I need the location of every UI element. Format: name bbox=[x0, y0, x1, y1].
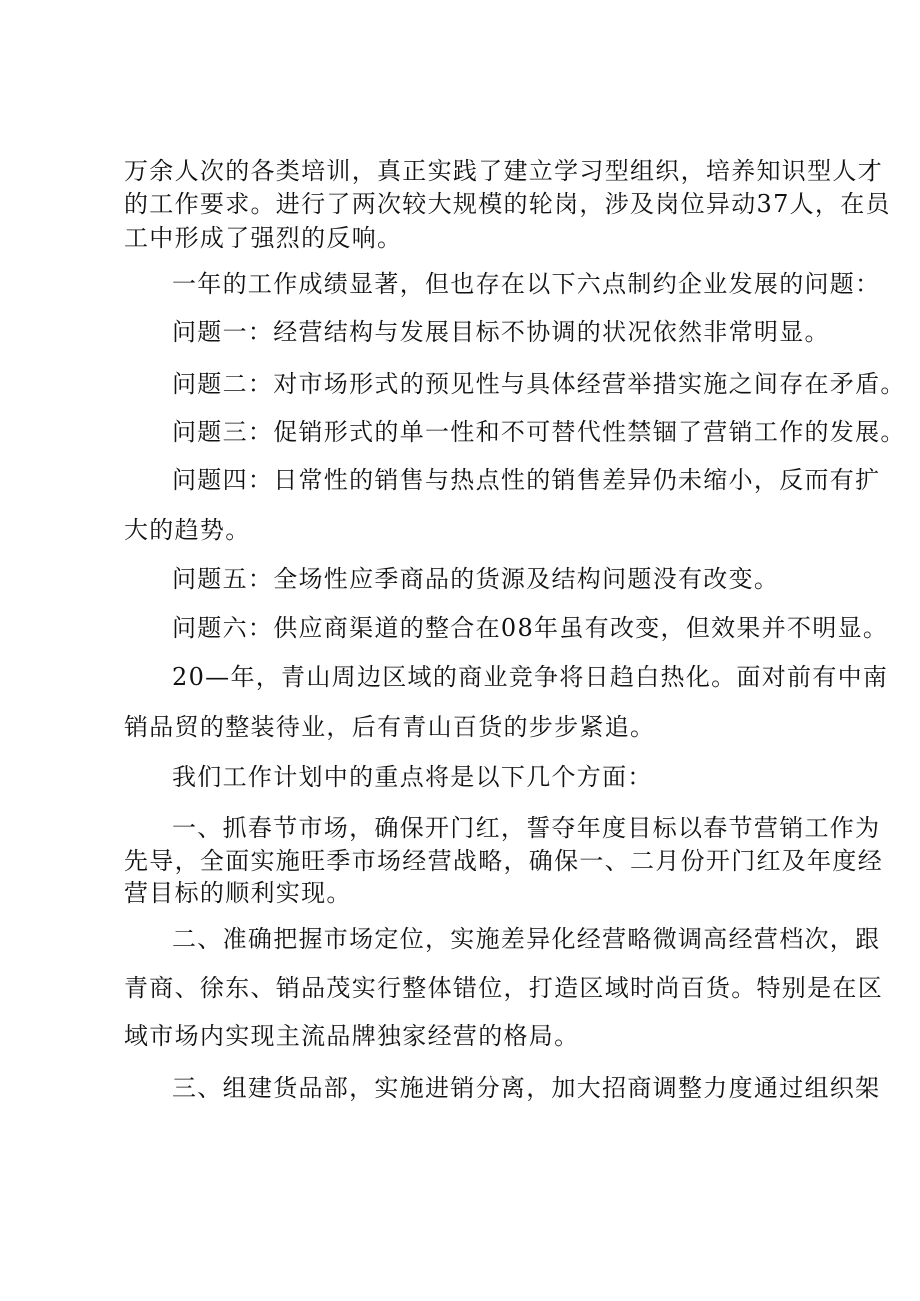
text-line: 工中形成了强烈的反响。 bbox=[124, 224, 403, 252]
text-line: 先导，全面实施旺季市场经营战略，确保一、二月份开门红及年度经 bbox=[124, 847, 883, 875]
text-line: 三、组建货品部，实施进销分离，加大招商调整力度通过组织架 bbox=[172, 1074, 881, 1102]
text-line: 问题一：经营结构与发展目标不协调的状况依然非常明显。 bbox=[172, 318, 830, 346]
text-line: 营目标的顺利实现。 bbox=[124, 879, 352, 907]
text-line: 销品贸的整装待业，后有青山百货的步步紧追。 bbox=[124, 713, 656, 741]
text-line: 20—年，青山周边区域的商业竞争将日趋白热化。面对前有中南 bbox=[172, 663, 889, 691]
text-line: 我们工作计划中的重点将是以下几个方面： bbox=[172, 763, 653, 791]
text-line: 问题二：对市场形式的预见性与具体经营举措实施之间存在矛盾。 bbox=[172, 370, 906, 398]
text-line: 万余人次的各类培训，真正实践了建立学习型组织，培养知识型人才 bbox=[124, 157, 883, 185]
text-line: 一、抓春节市场，确保开门红，誓夺年度目标以春节营销工作为 bbox=[172, 814, 881, 842]
text-line: 问题三：促销形式的单一性和不可替代性禁锢了营销工作的发展。 bbox=[172, 418, 906, 446]
text-line: 问题六：供应商渠道的整合在08年虽有改变，但效果并不明显。 bbox=[172, 614, 889, 642]
text-line: 一年的工作成绩显著，但也存在以下六点制约企业发展的问题： bbox=[172, 270, 881, 298]
text-line: 大的趋势。 bbox=[124, 516, 251, 544]
text-line: 问题四：日常性的销售与热点性的销售差异仍未缩小，反而有扩 bbox=[172, 466, 881, 494]
text-line: 青商、徐东、销品茂实行整体错位，打造区域时尚百货。特别是在区 bbox=[124, 974, 883, 1002]
text-line: 二、准确把握市场定位，实施差异化经营略微调高经营档次，跟 bbox=[172, 925, 881, 953]
text-line: 域市场内实现主流品牌独家经营的格局。 bbox=[124, 1022, 580, 1050]
text-line: 问题五：全场性应季商品的货源及结构问题没有改变。 bbox=[172, 565, 780, 593]
text-line: 的工作要求。进行了两次较大规模的轮岗，涉及岗位异动37人，在员 bbox=[124, 190, 891, 218]
